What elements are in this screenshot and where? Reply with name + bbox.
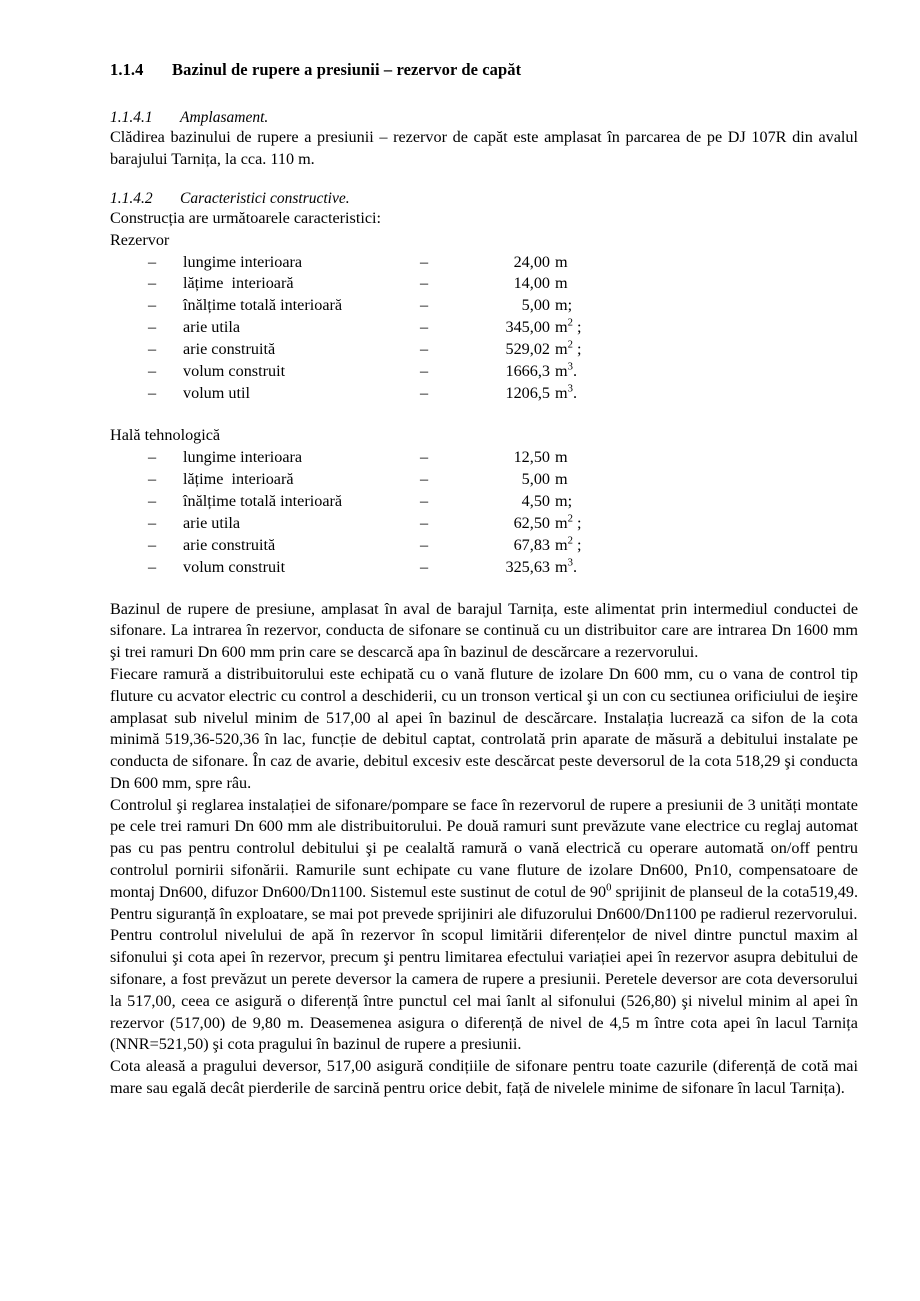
spacer-before-body (110, 579, 858, 599)
separator-dash: – (420, 535, 429, 554)
spec-row (110, 491, 858, 513)
spec-unit: m (555, 469, 568, 488)
page-title (110, 0, 858, 81)
spec-label: arie construită (183, 535, 276, 554)
spec-label: arie construită (183, 340, 276, 359)
bullet-dash: – (148, 447, 157, 466)
spec-value: 14,00 (513, 274, 550, 293)
separator-dash: – (420, 362, 429, 381)
bullet-dash: – (148, 469, 157, 488)
amplasament-paragraph: Clădirea bazinului de rupere a presiunii – rezervor de capăt este amplasat în parcarea de pe DJ 107R din avalul barajului Tarnița, la cca. 110 m. (110, 128, 858, 168)
spec-label: lungime interioara (183, 252, 303, 271)
spec-value: 12,50 (513, 447, 550, 466)
spec-row (110, 339, 858, 361)
spec-label: volum construit (183, 557, 286, 576)
bullet-dash: – (148, 535, 157, 554)
spec-row (110, 252, 858, 274)
spec-punctuation: ; (572, 318, 582, 337)
unit-exponent: 2 (567, 512, 573, 525)
spec-punctuation: . (572, 384, 577, 403)
spec-label: lungime interioara (183, 447, 303, 466)
spec-row (110, 557, 858, 579)
spec-value: 62,50 (513, 513, 550, 532)
spec-unit: m (555, 274, 568, 293)
spec-value: 529,02 (505, 340, 550, 359)
spec-unit: $m^2$ ; (555, 534, 582, 554)
separator-dash: – (420, 252, 429, 271)
separator-dash: – (420, 513, 429, 532)
spec-row (110, 535, 858, 557)
spec-unit: $m^3$. (555, 360, 577, 381)
unit-exponent: 2 (567, 534, 573, 547)
spec-unit: $m^3$. (555, 556, 577, 576)
separator-dash: – (420, 318, 429, 337)
caracteristici-intro: Construcția are următoarele caracteristici: (110, 208, 381, 227)
section-title-text: Bazinul de rupere a presiunii – rezervor de capăt (172, 60, 522, 79)
subsection-amplasament-number: 1.1.4.1 (110, 108, 153, 126)
body-paragraph-3-part-b: sprijinit de planseul de la cota519,49. Pentru siguranță în exploatare, se mai pot prevede sprijiniri ale difuzorului Dn600/Dn1100 pe radierul rezervorului. (110, 882, 859, 923)
separator-dash: – (420, 557, 429, 576)
body-paragraph-3 (110, 795, 858, 926)
spec-row (110, 317, 858, 339)
spec-unit: $m^2$ ; (555, 512, 582, 532)
spec-value: 24,00 (513, 252, 550, 271)
spec-list-rezervor (110, 252, 858, 406)
spec-unit: m (555, 447, 568, 466)
separator-dash: – (420, 340, 429, 359)
spacer-before-caracteristici (110, 171, 858, 189)
separator-dash: – (420, 491, 429, 510)
subsection-amplasament-title: Amplasament. (180, 108, 269, 126)
spec-unit: $m^2$ ; (555, 316, 582, 337)
separator-dash: – (420, 384, 429, 403)
spec-label: arie utila (183, 318, 241, 337)
spec-value: 1206,5 (505, 384, 550, 403)
spec-punctuation: ; (572, 535, 582, 554)
spec-punctuation: . (572, 557, 577, 576)
spec-value: 67,83 (513, 535, 550, 554)
bullet-dash: – (148, 252, 157, 271)
spec-value: 5,00 (521, 469, 550, 488)
spec-label: înălțime totală interioară (183, 296, 343, 315)
spec-punctuation: ; (572, 513, 582, 532)
subsection-amplasament-heading (110, 108, 858, 127)
bullet-dash: – (148, 491, 157, 510)
spec-punctuation: . (572, 362, 577, 381)
bullet-dash: – (148, 513, 157, 532)
spec-list-hala (110, 447, 858, 579)
spec-row (110, 295, 858, 317)
bullet-dash: – (148, 318, 157, 337)
spec-value: 4,50 (521, 491, 550, 510)
spec-unit: m (555, 252, 568, 271)
bullet-dash: – (148, 384, 157, 403)
body-paragraph-1: Bazinul de rupere de presiune, amplasat în aval de barajul Tarnița, este alimentat prin intermediul conductei de sifonare. La intrarea în rezervor, conducta de sifonare se continuă cu un distribuitor care are intrarea Dn 1600 mm şi trei ramuri Dn 600 mm prin care se descarcă apa în bazinul de descărcare a rezervorului. (110, 599, 858, 662)
spacer-after-heading (110, 81, 858, 108)
subsection-caracteristici-title: Caracteristici constructive. (180, 189, 350, 207)
spacer-between-spec-lists (110, 405, 858, 425)
bullet-dash: – (148, 274, 157, 293)
spec-row (110, 447, 858, 469)
spec-row (110, 513, 858, 535)
spec-row (110, 361, 858, 383)
spec-label: înălțime totală interioară (183, 491, 343, 510)
separator-dash: – (420, 274, 429, 293)
spec-unit: m; (555, 491, 573, 510)
separator-dash: – (420, 469, 429, 488)
separator-dash: – (420, 447, 429, 466)
unit-exponent: 2 (567, 316, 573, 329)
spec-row (110, 383, 858, 405)
spec-unit: $m^2$ ; (555, 338, 582, 359)
bullet-dash: – (148, 340, 157, 359)
bullet-dash: – (148, 362, 157, 381)
spec-row (110, 273, 858, 295)
spec-value: 325,63 (505, 557, 550, 576)
bullet-dash: – (148, 296, 157, 315)
spec-label: lățime interioară (183, 274, 294, 293)
unit-exponent: 2 (567, 338, 573, 351)
spec-label: arie utila (183, 513, 241, 532)
spec-label: lățime interioară (183, 469, 294, 488)
spec-value: 1666,3 (505, 362, 550, 381)
spec-punctuation: ; (572, 340, 582, 359)
body-paragraph-3-part-a: Controlul şi reglarea instalației de sifonare/pompare se face în rezervorul de rupere a presiunii de 3 unități montate pe cele trei ramuri Dn 600 mm ale distribuitorului. Pe două ramuri sunt prevăzute vane electrice cu reglaj automat pas cu pas pentru controlul debitului şi pe cealaltă ramură o vană electrică cu operare automată on/off pentru controlul pornirii sifonării. Ramurile sunt echipate cu vane fluture de izolare Dn600, Pn10, compensatoare de montaj Dn600, difuzor Dn600/Dn1100. Sistemul este sustinut de cotul de 90 (110, 795, 858, 901)
unit-exponent: 3 (567, 360, 573, 373)
body-paragraph-5: Cota aleasă a pragului deversor, 517,00 asigură condițiile de sifonare pentru toate cazurile (diferență de cotă mai mare sau egală decât pierderile de sarcină pentru orice debit, față de nivelele minime de sifonare în lacul Tarnița). (110, 1057, 858, 1097)
spec-label: volum construit (183, 362, 286, 381)
degree-superscript: 0 (606, 881, 612, 894)
group-hala-title: Hală tehnologică (110, 426, 221, 445)
subsection-caracteristici-heading (110, 189, 858, 208)
subsection-caracteristici-number: 1.1.4.2 (110, 189, 153, 207)
body-paragraph-2: Fiecare ramură a distribuitorului este echipată cu o vană fluture de izolare Dn 600 mm, cu o vana de control tip fluture cu acvator electric cu control a deschiderii, cu un tronson vertical şi un con cu sectiunea orificiului de ieşire amplasat sub nivelul minim de 517,00 al apei în bazinul de descărcare. Instalația lucrează ca sifon de la cota minimă 519,36-520,36 în lac, funcție de debitul captat, controlată prin aparate de măsură a debitului instalate pe conducta de sifonare. În caz de avarie, debitul excesiv este descărcat peste deversorul de la cota 518,29 şi conducta Dn 600 mm, spre râu. (110, 665, 858, 792)
body-paragraph-4: Pentru controlul nivelului de apă în rezervor în scopul limitării diferențelor de nivel dintre punctul maxim al sifonului şi cota apei în rezervor, precum şi pentru limitarea efectului variației apei în rezervor asupra debitului de sifonare, a fost prevăzut un perete deversor la camera de rupere a presiunii. Peretele deversor are cota deversorului la 517,00, ceea ce asigură o diferență între punctul cel mai îanlt al sifonului (526,80) şi nivelul minim al apei în rezervor (517,00) de 9,80 m. Deasemenea asigura o diferență de nivel de 4,5 m între cota apei în lacul Tarnița (NNR=521,50) şi cota pragului în bazinul de rupere a presiunii. (110, 926, 858, 1054)
spec-value: 345,00 (505, 318, 550, 337)
spec-unit: $m^3$. (555, 382, 577, 403)
spec-value: 5,00 (521, 296, 550, 315)
group-rezervor-title: Rezervor (110, 230, 170, 249)
spec-unit: m; (555, 296, 573, 315)
spec-row (110, 469, 858, 491)
bullet-dash: – (148, 557, 157, 576)
spec-label: volum util (183, 384, 251, 403)
separator-dash: – (420, 296, 429, 315)
section-number: 1.1.4 (110, 60, 144, 79)
page-content (110, 0, 858, 1100)
unit-exponent: 3 (567, 556, 573, 569)
unit-exponent: 3 (567, 382, 573, 395)
